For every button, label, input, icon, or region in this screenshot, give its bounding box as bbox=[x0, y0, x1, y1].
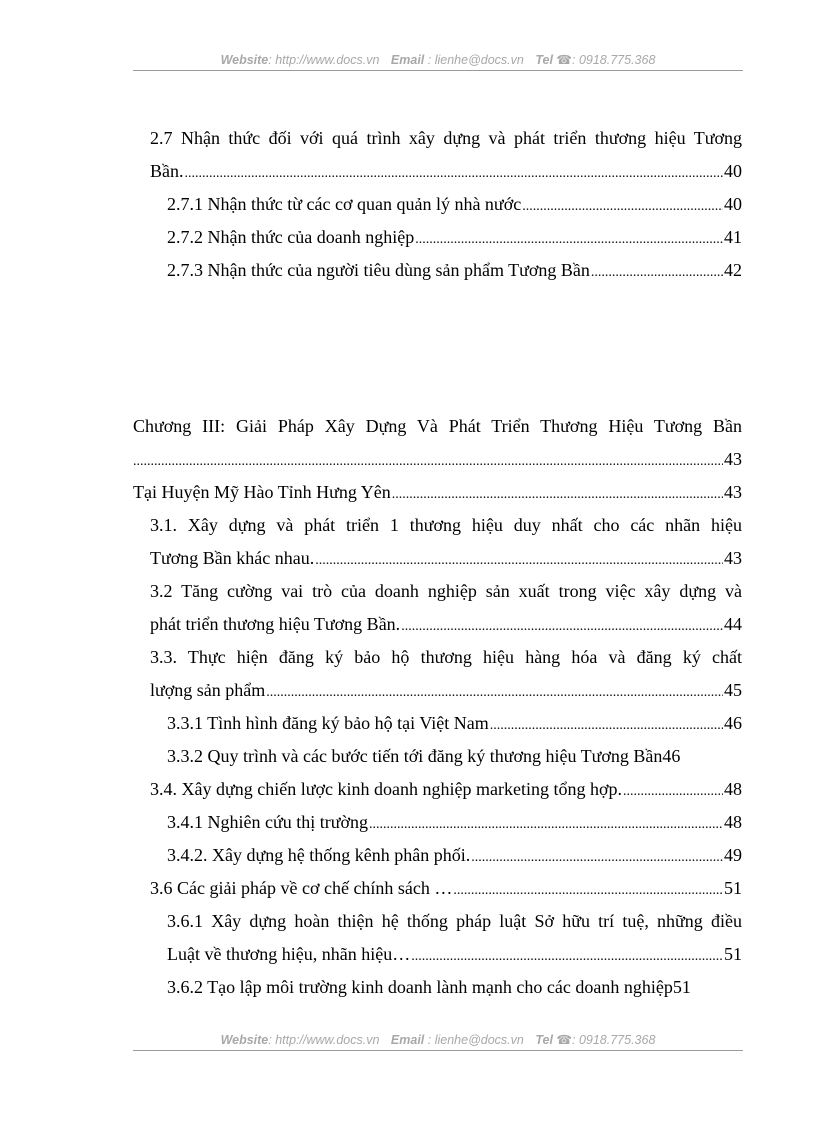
toc-entry-title: 2.7.3 Nhận thức của người tiêu dùng sản phẩm Tương Bần bbox=[167, 260, 590, 280]
footer-divider bbox=[133, 1050, 743, 1051]
toc-entry-title: Tại Huyện Mỹ Hào Tỉnh Hưng Yên bbox=[133, 482, 391, 502]
dot-leader bbox=[490, 710, 723, 742]
toc-entry-3-3-2[interactable]: 3.3.2 Quy trình và các bước tiến tới đăng ký thương hiệu Tương Bần46 bbox=[167, 746, 681, 766]
header-divider bbox=[133, 70, 743, 71]
toc-entry-title: Tương Bần khác nhau. bbox=[150, 548, 315, 568]
toc-entry-title: 3.6 Các giải pháp về cơ chế chính sách … bbox=[150, 878, 453, 898]
toc-page-number: 42 bbox=[724, 260, 742, 280]
toc-chapter-3-line2[interactable] bbox=[133, 443, 742, 475]
dot-leader bbox=[415, 224, 723, 256]
toc-chapter-3-line1[interactable]: Chương III: Giải Pháp Xây Dựng Và Phát Triển Thương Hiệu Tương Bần bbox=[133, 416, 742, 436]
toc-entry-3-2-line2[interactable] bbox=[150, 608, 742, 640]
toc-entry-2-7-2[interactable] bbox=[167, 221, 742, 253]
toc-entry-title: Bần. bbox=[150, 161, 184, 181]
header-email-value[interactable]: : lienhe@docs.vn bbox=[427, 53, 524, 67]
header-email-label: Email bbox=[390, 53, 425, 67]
toc-entry-3-6[interactable] bbox=[150, 872, 742, 904]
toc-entry-3-4-2[interactable] bbox=[167, 839, 742, 871]
page-header bbox=[133, 52, 743, 67]
toc-entry-3-6-1-line2[interactable] bbox=[167, 938, 742, 970]
dot-leader bbox=[133, 446, 723, 478]
toc-entry-3-3-1[interactable] bbox=[167, 707, 742, 739]
dot-leader bbox=[411, 941, 723, 973]
toc-entry-title: 2.7.2 Nhận thức của doanh nghiệp bbox=[167, 227, 415, 247]
footer-email-label: Email bbox=[390, 1033, 425, 1047]
toc-page-number: 46 bbox=[724, 713, 742, 733]
toc-page-number: 51 bbox=[724, 878, 742, 898]
toc-entry-title: 3.3.1 Tình hình đăng ký bảo hộ tại Việt Nam bbox=[167, 713, 489, 733]
toc-entry-3-6-1-line1[interactable]: 3.6.1 Xây dựng hoàn thiện hệ thống pháp luật Sở hữu trí tuệ, những điều bbox=[167, 911, 742, 931]
dot-leader bbox=[392, 479, 723, 511]
toc-entry-2-7-3[interactable] bbox=[167, 254, 742, 286]
toc-page-number: 43 bbox=[724, 482, 742, 502]
dot-leader bbox=[623, 776, 723, 808]
toc-entry-2-7-line2[interactable] bbox=[150, 155, 742, 187]
header-tel-label: Tel bbox=[535, 53, 553, 67]
toc-entry-3-1-line1[interactable]: 3.1. Xây dựng và phát triển 1 thương hiệu duy nhất cho các nhãn hiệu bbox=[150, 515, 742, 535]
toc-entry-3-6-2[interactable]: 3.6.2 Tạo lập môi trường kinh doanh lành mạnh cho các doanh nghiệp51 bbox=[167, 977, 691, 997]
header-website-value[interactable]: : http://www.docs.vn bbox=[268, 53, 380, 67]
footer-email-value[interactable]: : lienhe@docs.vn bbox=[427, 1033, 524, 1047]
footer-website-value[interactable]: : http://www.docs.vn bbox=[268, 1033, 380, 1047]
page-footer bbox=[133, 1032, 743, 1047]
header-website-label: Website bbox=[220, 53, 269, 67]
toc-page-number: 48 bbox=[724, 812, 742, 832]
toc-page-number: 45 bbox=[724, 680, 742, 700]
toc-entry-3-1-line2[interactable] bbox=[150, 542, 742, 574]
header-tel-value: : 0918.775.368 bbox=[572, 53, 656, 67]
toc-entry-title: 3.4.2. Xây dựng hệ thống kênh phân phối. bbox=[167, 845, 471, 865]
dot-leader bbox=[315, 545, 723, 577]
toc-page-number: 44 bbox=[724, 614, 742, 634]
toc-entry-title: lượng sản phẩm bbox=[150, 680, 266, 700]
toc-entry-title: 3.4. Xây dựng chiến lược kinh doanh nghiệp marketing tổng hợp. bbox=[150, 779, 622, 799]
dot-leader bbox=[453, 875, 723, 907]
toc-entry-title: 2.7.1 Nhận thức từ các cơ quan quản lý nhà nước bbox=[167, 194, 522, 214]
toc-chapter-3-line3[interactable] bbox=[133, 476, 742, 508]
dot-leader bbox=[369, 809, 723, 841]
dot-leader bbox=[185, 158, 724, 190]
toc-entry-3-3-line1[interactable]: 3.3. Thực hiện đăng ký bảo hộ thương hiệu hàng hóa và đăng ký chất bbox=[150, 647, 742, 667]
toc-entry-2-7-line1[interactable]: 2.7 Nhận thức đối với quá trình xây dựng và phát triển thương hiệu Tương bbox=[150, 128, 742, 148]
footer-website-label: Website bbox=[220, 1033, 269, 1047]
dot-leader bbox=[471, 842, 723, 874]
footer-tel-label: Tel bbox=[535, 1033, 553, 1047]
footer-tel-value: : 0918.775.368 bbox=[572, 1033, 656, 1047]
phone-icon: ☎ bbox=[556, 1033, 572, 1047]
toc-entry-title: 3.4.1 Nghiên cứu thị trường bbox=[167, 812, 369, 832]
dot-leader bbox=[522, 191, 723, 223]
toc-page-number: 40 bbox=[724, 194, 742, 214]
toc-page-number: 40 bbox=[724, 161, 742, 181]
toc-entry-3-4[interactable] bbox=[150, 773, 742, 805]
phone-icon: ☎ bbox=[556, 53, 572, 67]
toc-page-number: 49 bbox=[724, 845, 742, 865]
toc-page-number: 43 bbox=[724, 548, 742, 568]
toc-entry-2-7-1[interactable] bbox=[167, 188, 742, 220]
toc-page-number: 48 bbox=[724, 779, 742, 799]
toc-entry-3-4-1[interactable] bbox=[167, 806, 742, 838]
toc-entry-title: Luật về thương hiệu, nhãn hiệu… bbox=[167, 944, 411, 964]
dot-leader bbox=[266, 677, 723, 709]
toc-page-number: 41 bbox=[724, 227, 742, 247]
toc-entry-3-2-line1[interactable]: 3.2 Tăng cường vai trò của doanh nghiệp sản xuất trong việc xây dựng và bbox=[150, 581, 742, 601]
dot-leader bbox=[591, 257, 723, 289]
toc-entry-3-3-line2[interactable] bbox=[150, 674, 742, 706]
dot-leader bbox=[401, 611, 723, 643]
toc-page-number: 51 bbox=[724, 944, 742, 964]
toc-page-number: 43 bbox=[724, 449, 742, 469]
toc-entry-title: phát triển thương hiệu Tương Bần. bbox=[150, 614, 401, 634]
